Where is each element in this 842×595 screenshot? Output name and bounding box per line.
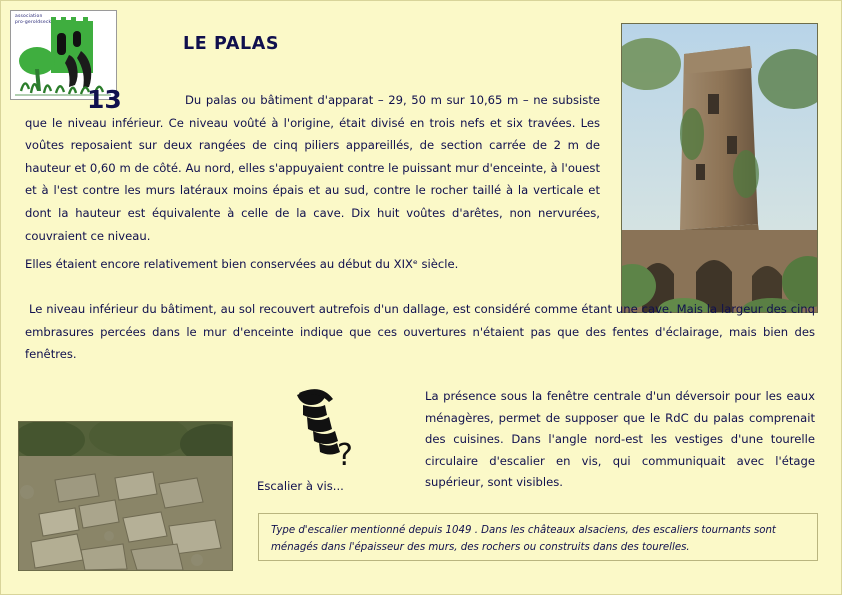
paragraph-kitchens: La présence sous la fenêtre centrale d'un déversoir pour les eaux ménagères, permet de supposer que le RdC du palas comprenait des cuisines. Dans l'angle nord-est les vestiges d'une tourelle circulaire d'escalier en vis, qui communiquait avec l'étage supérieur, sont visibles. — [425, 389, 815, 489]
tower-ruin-painting-icon — [622, 24, 817, 312]
svg-text:?: ? — [337, 438, 353, 473]
spiral-staircase-icon — [289, 389, 371, 474]
paragraph-palas-description: Du palas ou bâtiment d'apparat – 29, 50 m sur 10,65 m – ne subsiste que le niveau inférieur. Ce niveau voûté à l'origine, était divisé en trois nefs et six travées. Les voûtes reposaient sur deux rangées de cinq piliers appareillés, de section carrée de 2 m de hauteur et 0,60 m de côté. Au nord, elles s'appuyaient contre le puissant mur d'enceinte, à l'ouest et à l'est contre les murs latéraux moins épais et au sud, contre le rocher taillé à la verticale et dont la hauteur est équivalente à celle de la cave. Dix huit voûtes d'arêtes, non nervurées, couvraient ce niveau. — [25, 93, 600, 243]
footnote-box: Type d'escalier mentionné depuis 1049 . Dans les châteaux alsaciens, des escaliers tournants sont ménagés dans l'épaisseur des murs, des rochers ou construits dans des tourelles. — [258, 513, 818, 561]
tower-photo — [621, 23, 818, 313]
paragraph-conservation: Elles étaient encore relativement bien conservées au début du XIXᵉ siècle. — [25, 257, 459, 271]
logo-text: association pro-geroldseck — [15, 14, 52, 25]
page-number: 13 — [87, 85, 122, 114]
page-title: LE PALAS — [183, 34, 280, 54]
sketch-caption: Escalier à vis... — [257, 479, 344, 493]
ruin-photo — [18, 421, 233, 571]
paragraph-lower-level: Le niveau inférieur du bâtiment, au sol recouvert autrefois d'un dallage, est considéré comme étant une cave. Mais la largeur des cinq embrasures percées dans le mur d'enceinte indique que ces ouvertures n'étaient pas que des fentes d'éclairage, mais bien des fenêtres. — [25, 302, 815, 362]
stone-staircase-ruin-photo-icon — [19, 422, 232, 570]
spiral-staircase-sketch — [289, 389, 371, 474]
